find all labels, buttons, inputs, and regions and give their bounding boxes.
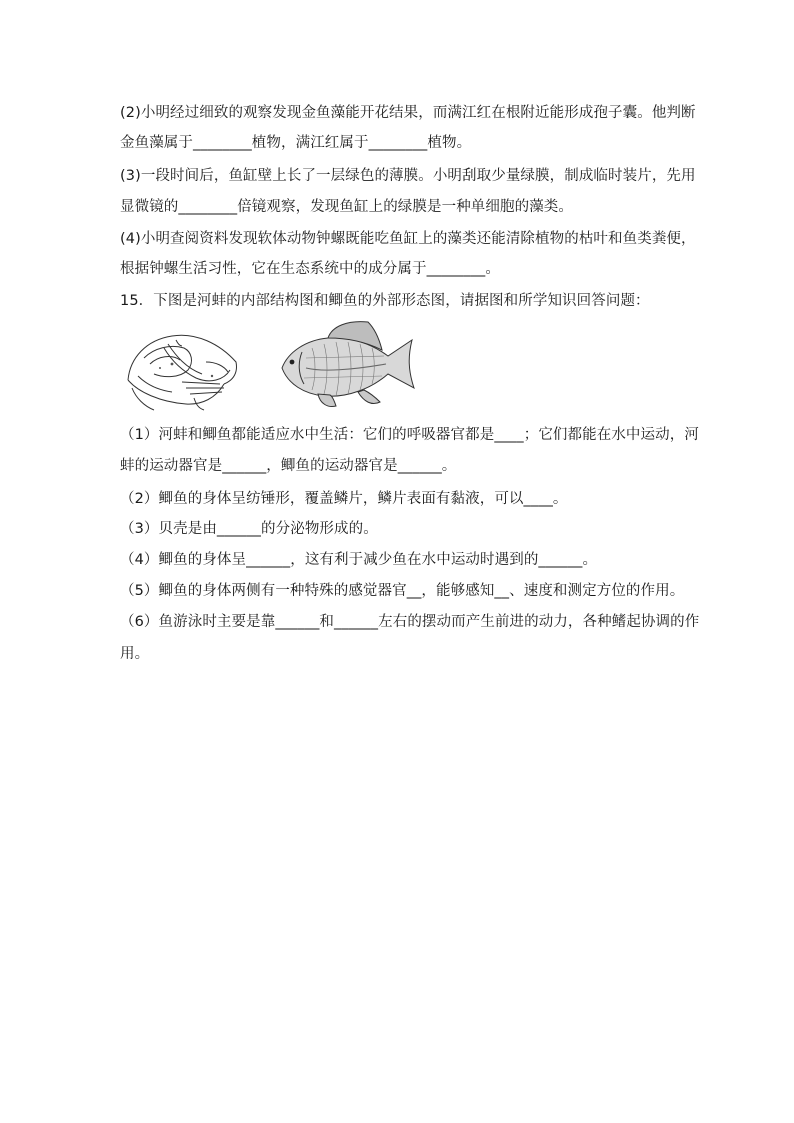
question-15-part-6-line-2: 用。: [120, 646, 150, 662]
question-14-part-3-line-1: (3)一段时间后，鱼缸壁上长了一层绿色的薄膜。小明刮取少量绿膜，制成临时装片，先用: [120, 168, 696, 184]
question-14-part-2-line-2: 金鱼藻属于________植物，满江红属于________植物。: [120, 135, 472, 151]
question-15-part-5: （5）鲫鱼的身体两侧有一种特殊的感觉器官__，能够感知__、速度和测定方位的作用。: [120, 583, 685, 599]
question-15-part-4: （4）鲫鱼的身体呈______，这有利于减少鱼在水中运动时遇到的______。: [120, 552, 598, 568]
question-14-part-3-line-2: 显微镜的________倍镜观察，发现鱼缸上的绿膜是一种单细胞的藻类。: [120, 199, 573, 215]
question-15-part-1-line-1: （1）河蚌和鲫鱼都能适应水中生活：它们的呼吸器官都是____；它们都能在水中运动，河: [120, 427, 699, 443]
question-15-part-2: （2）鲫鱼的身体呈纺锤形，覆盖鳞片，鳞片表面有黏液，可以____。: [120, 491, 568, 507]
question-14-part-2-line-1: (2)小明经过细致的观察发现金鱼藻能开花结果，而满江红在根附近能形成孢子囊。他判断: [120, 105, 696, 121]
question-14-part-4-line-1: (4)小明查阅资料发现软体动物钟螺既能吃鱼缸上的藻类还能清除植物的枯叶和鱼类粪便，: [120, 231, 696, 247]
crucian-carp-illustration: [272, 318, 422, 410]
question-14-part-4-line-2: 根据钟螺生活习性，它在生态系统中的成分属于________。: [120, 261, 500, 277]
question-15-stem: 15．下图是河蚌的内部结构图和鲫鱼的外部形态图，请据图和所学知识回答问题：: [120, 293, 650, 309]
question-15-figure: [120, 318, 430, 414]
question-15-part-3: （3）贝壳是由______的分泌物形成的。: [120, 521, 378, 537]
question-15-part-1-line-2: 蚌的运动器官是______，鲫鱼的运动器官是______。: [120, 458, 457, 474]
clam-structure-illustration: [124, 318, 244, 414]
question-15-part-6-line-1: （6）鱼游泳时主要是靠______和______左右的摆动而产生前进的动力，各种鳍起协调的作: [120, 614, 700, 630]
